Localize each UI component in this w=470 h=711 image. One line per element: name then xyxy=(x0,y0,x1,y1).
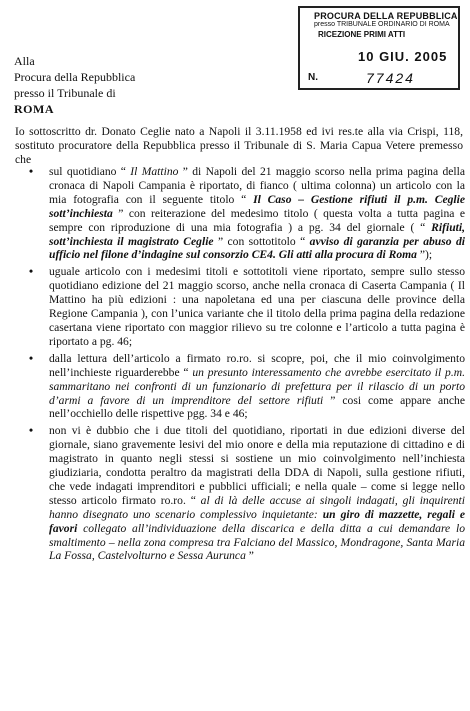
item-text: dalla lettura dell’articolo a firmato ro.ro. si scopre, poi, che il mio coinvolgimento nell’inchieste riguarderebbe “ xyxy=(49,351,465,379)
list-item xyxy=(29,424,465,563)
item-text: un giro di mazzette, regali e favori xyxy=(49,507,465,535)
item-text: non vi è dubbio che i due titoli del quotidiano, riportati in due edizioni diverse del giornale, siano gravemente lesivi del mio onore e della mia reputazione di cittadino e di magistrato in quanto negli stessi si sostiene un mio coinvolgimento nell’inchiesta giudiziaria, condotta peraltro da magistrati della DDA di Napoli, sulla gestione rifiuti, che vede indagati imprenditori e pubblici ufficiali; e nella quale – come si legge nello stesso articolo firmato ro.ro. “ xyxy=(49,424,465,507)
address-line: Procura della Repubblica xyxy=(14,70,136,84)
item-text: ” con reiterazione del medesimo titolo ( questa volta a tutta pagina e sempre con riproduzione di una mia fotografia ) a pg. 34 del giornale ( “ xyxy=(49,206,465,234)
intro-paragraph: Io sottoscritto dr. Donato Ceglie nato a Napoli il 3.11.1958 ed ivi res.te alla via Crispi, 118, sostituto procuratore della Repubblica presso il Tribunale di S. Maria Capua Vetere premesso che xyxy=(15,125,463,166)
reception-stamp xyxy=(298,6,460,90)
item-text: Il Caso – Gestione rifiuti il p.m. Ceglie sott’inchiesta xyxy=(49,192,466,220)
list-item xyxy=(29,265,465,348)
address-line: presso il Tribunale di xyxy=(14,86,116,100)
item-text: ” di Napoli del 21 maggio scorso nella prima pagina della cronaca di Napoli Campania è riportato, di fianco ( ultima colonna) un articolo con la mia fotografia con il seguente titolo “ xyxy=(49,165,465,206)
stamp-date: 10 GIU. 2005 xyxy=(358,49,448,64)
bullet-marker: • xyxy=(29,265,34,279)
stamp-reception: RICEZIONE PRIMI ATTI xyxy=(318,30,406,39)
list-item xyxy=(29,165,465,262)
item-text: collegato all’individuazione della discarica e della ditta a cui demandare lo smaltimento – nella zona compresa tra Falciano del Massico, Mondragone, Santa Maria La Fossa, Castelvolturno e Sessa Aurunca xyxy=(49,521,465,563)
stamp-office: PROCURA DELLA REPUBBLICA xyxy=(314,11,458,21)
item-text: Rifiuti, sott’inchiesta il magistrato Ceglie xyxy=(49,220,465,248)
item-text: ” xyxy=(245,549,254,563)
item-text: ” con sottotitolo “ xyxy=(213,234,310,248)
list-item xyxy=(29,352,465,422)
item-text: uguale articolo con i medesimi titoli e sottotitoli viene riportato, sempre sullo stesso quotidiano edizione del 21 maggio scorso, anche nella cronaca di Caserta Campania ( Il Mattino ha più edizioni : una napoletana ed una per ciascuna delle province della Regione Campania ), con l’unica variante che il titolo della prima pagina della redazione casertana viene riportato con maggior rilievo su tre colonne e l’articolo a tutta pagina è riportato a pg. 46; xyxy=(49,265,465,348)
recipient-address xyxy=(14,53,135,117)
item-text: Il Mattino xyxy=(130,165,179,178)
bullet-marker: • xyxy=(29,424,34,438)
item-text: sul quotidiano “ xyxy=(49,165,131,178)
address-line: Alla xyxy=(14,54,35,68)
premises-list xyxy=(29,165,465,566)
item-text: ” cosi come appare anche nell’occhiello delle rispettive pgg. 34 e 46; xyxy=(49,393,465,421)
stamp-protocol-number: 77424 xyxy=(366,70,415,86)
item-text: ”); xyxy=(416,248,433,262)
item-text: un presunto interessamento che avrebbe esercitato il p.m. sammaritano nei confronti di un funzionario di prefettura per il rilascio di un porto d’armi a favore di un imprenditore del settore rifiuti xyxy=(49,365,465,407)
bullet-marker: • xyxy=(29,351,34,365)
item-text: avviso di garanzia per abuso di ufficio nel filone d’indagine sul consorzio CE4. Gli atti alla procura di Roma xyxy=(49,234,465,262)
stamp-tribunal: presso TRIBUNALE ORDINARIO DI ROMA xyxy=(314,21,450,28)
bullet-marker: • xyxy=(29,165,34,178)
address-city: ROMA xyxy=(14,102,54,116)
stamp-number-label: N. xyxy=(308,72,318,83)
item-text: al di là delle accuse ai singoli indagati, gli inquirenti hanno disegnato uno scenario complessivo inquietante: xyxy=(49,493,465,521)
